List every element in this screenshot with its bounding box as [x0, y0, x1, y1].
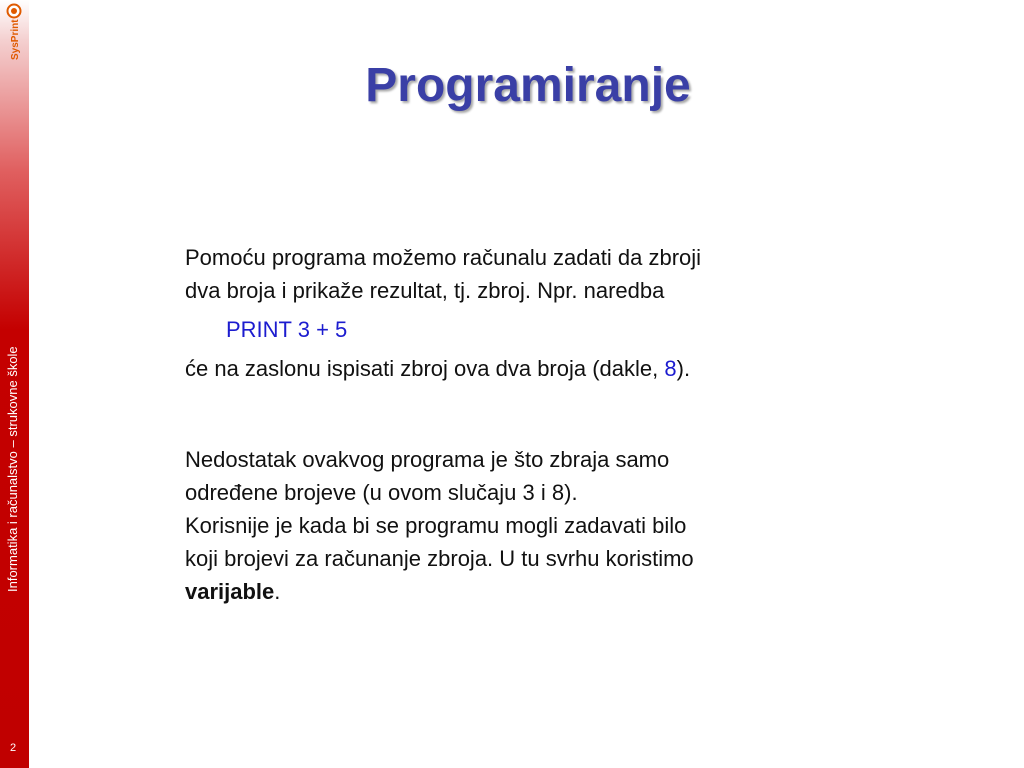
text-line: dva broja i prikaže rezultat, tj. zbroj. Npr. naredba	[185, 278, 665, 303]
paragraph-result	[185, 352, 885, 385]
text-fragment: .	[274, 579, 281, 604]
sysprint-logo	[2, 2, 26, 62]
text-fragment: ).	[676, 356, 691, 381]
slide-title: Programiranje	[365, 59, 691, 112]
slide-body	[185, 241, 885, 608]
paragraph-intro	[185, 241, 885, 307]
sidebar-band	[0, 0, 29, 768]
paragraph-drawback	[185, 443, 885, 608]
text-line: Korisnije je kada bi se programu mogli zadavati bilo	[185, 513, 687, 538]
text-line: Pomoću programa možemo računalu zadati da zbroji	[185, 245, 702, 270]
sidebar-course-label: Informatika i računalstvo – strukovne škole	[5, 346, 20, 592]
text-line: će na zaslonu ispisati zbroj ova dva broja (dakle,	[185, 356, 665, 381]
text-line: Nedostatak ovakvog programa je što zbraja samo	[185, 447, 670, 472]
page-number: 2	[10, 742, 17, 754]
text-line: koji brojevi za računanje zbroja. U tu svrhu koristimo	[185, 546, 694, 571]
result-value: 8	[664, 356, 677, 381]
svg-text:SysPrint: SysPrint	[10, 19, 21, 60]
keyword-variables: varijable	[185, 579, 275, 604]
text-line: određene brojeve (u ovom slučaju 3 i 8).	[185, 480, 578, 505]
code-example: PRINT 3 + 5	[226, 317, 348, 342]
